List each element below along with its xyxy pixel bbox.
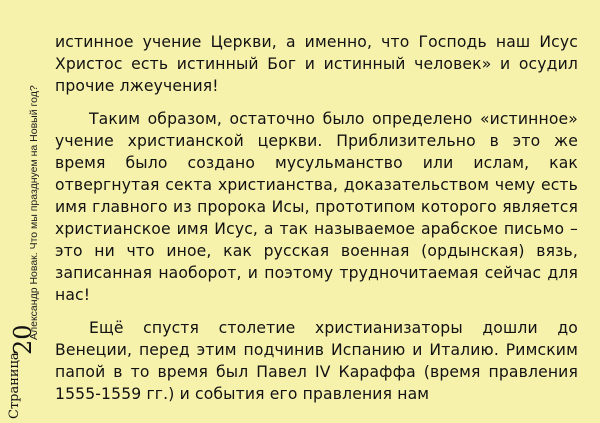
page-number: 20 bbox=[9, 324, 37, 355]
page-label: Страница bbox=[7, 352, 22, 419]
running-head: Александр Новак. Что мы празднуем на Новый год? bbox=[28, 85, 40, 340]
body-text bbox=[55, 31, 578, 405]
paragraph-continued: истинное учение Церкви, а именно, что Господь наш Исус Христос есть истинный Бог и истинный человек» и осудил прочие лжеучения! bbox=[55, 33, 578, 95]
page-margin-sidebar bbox=[0, 0, 44, 423]
paragraph: Ещё спустя столетие христианизаторы дошли до Венеции, перед этим подчинив Испанию и Италию. Римским папой в то время был Павел IV Караффа (время правления 1555-1559 гг.) и события его правления нам bbox=[55, 319, 578, 403]
paragraph: Таким образом, остаточно было определено «истинное» учение христианской церкви. Приблизительно в это же время было создано мусульманство или ислам, как отвергнутая секта христианства, доказательством чему есть имя главного из пророка Исы, прототипом которого является христианское имя Исус, а так называемое арабское письмо – это ни что иное, как русская военная (ордынская) вязь, записанная наоборот, и поэтому трудночитаемая сейчас для нас! bbox=[55, 110, 578, 304]
